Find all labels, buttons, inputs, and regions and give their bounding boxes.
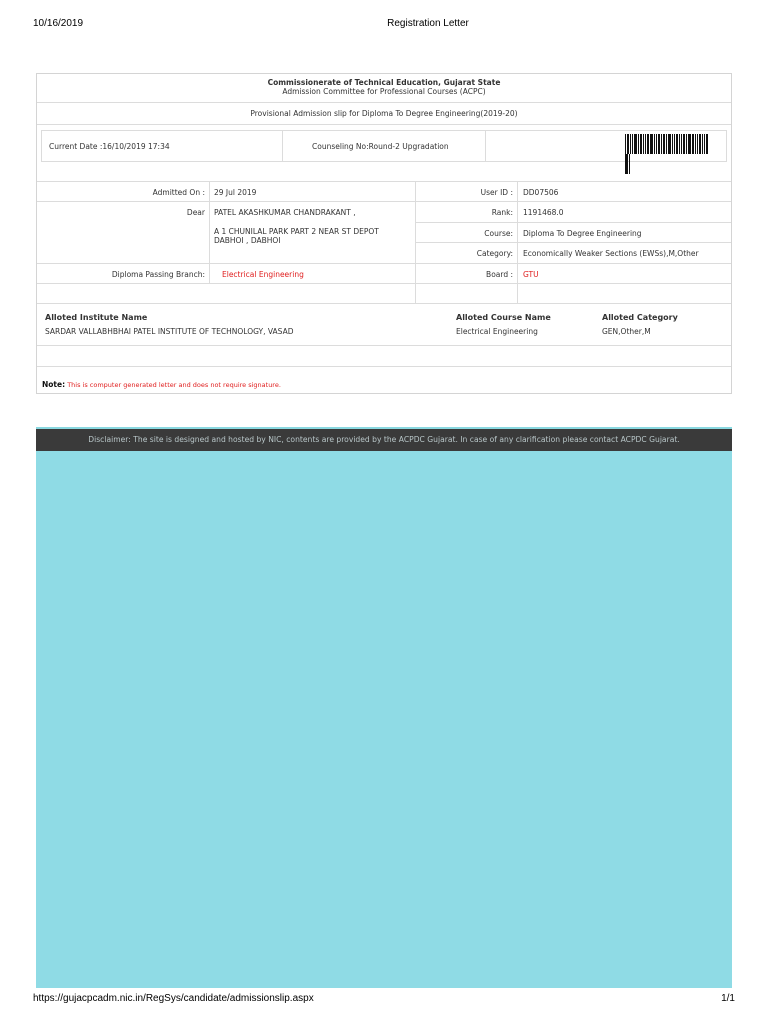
note — [42, 380, 281, 389]
dear-label: Dear — [186, 208, 205, 217]
branch-label: Diploma Passing Branch: — [111, 270, 205, 279]
note-text: This is computer generated letter and does not require signature. — [67, 381, 281, 389]
disclaimer-bar: Disclaimer: The site is designed and hosted by NIC, contents are provided by the ACPDC Gujarat. In case of any clarification please contact ACPDC Gujarat. — [36, 427, 732, 451]
print-date: 10/16/2019 — [33, 18, 84, 29]
slip-header — [37, 74, 731, 103]
barcode — [625, 134, 709, 154]
alloted-institute: SARDAR VALLABHBHAI PATEL INSTITUTE OF TECHNOLOGY, VASAD — [45, 327, 294, 336]
page-number: 1/1 — [721, 993, 735, 1004]
page-background — [36, 451, 732, 988]
category-value: Economically Weaker Sections (EWSs),M,Other — [523, 249, 699, 258]
applicant-address: A 1 CHUNILAL PARK PART 2 NEAR ST DEPOT DABHOI , DABHOI — [214, 227, 379, 245]
course-value: Diploma To Degree Engineering — [523, 229, 642, 238]
admission-slip — [36, 73, 732, 394]
admitted-on-label: Admitted On : — [152, 188, 205, 197]
alloted-category: GEN,Other,M — [602, 327, 651, 336]
alloted-institute-header: Alloted Institute Name — [45, 313, 148, 322]
alloted-course: Electrical Engineering — [456, 327, 538, 336]
alloted-category-header: Alloted Category — [602, 313, 678, 322]
print-url: https://gujacpcadm.nic.in/RegSys/candidate/admissionslip.aspx — [33, 993, 314, 1004]
note-label: Note: — [42, 380, 66, 389]
rank-label: Rank: — [491, 208, 513, 217]
alloted-course-header: Alloted Course Name — [456, 313, 551, 322]
user-id-value: DD07506 — [523, 188, 559, 197]
board-value: GTU — [523, 270, 539, 279]
print-title: Registration Letter — [387, 18, 469, 29]
rank-value: 1191468.0 — [523, 208, 564, 217]
category-label: Category: — [476, 249, 513, 258]
course-label: Course: — [484, 229, 513, 238]
allotment-section — [37, 304, 731, 346]
print-header — [0, 18, 768, 32]
current-date: Current Date :16/10/2019 17:34 — [49, 142, 170, 151]
org-name: Commissionerate of Technical Education, Gujarat State — [267, 78, 501, 87]
board-label: Board : — [486, 270, 513, 279]
user-id-label: User ID : — [480, 188, 513, 197]
applicant-name: PATEL AKASHKUMAR CHANDRAKANT , — [214, 208, 356, 217]
admitted-on-value: 29 Jul 2019 — [214, 188, 257, 197]
slip-title: Provisional Admission slip for Diploma To Degree Engineering(2019-20) — [37, 103, 731, 125]
branch-value: Electrical Engineering — [222, 270, 304, 279]
committee-name: Admission Committee for Professional Courses (ACPC) — [282, 87, 486, 96]
counseling-no: Counseling No:Round-2 Upgradation — [312, 142, 449, 151]
